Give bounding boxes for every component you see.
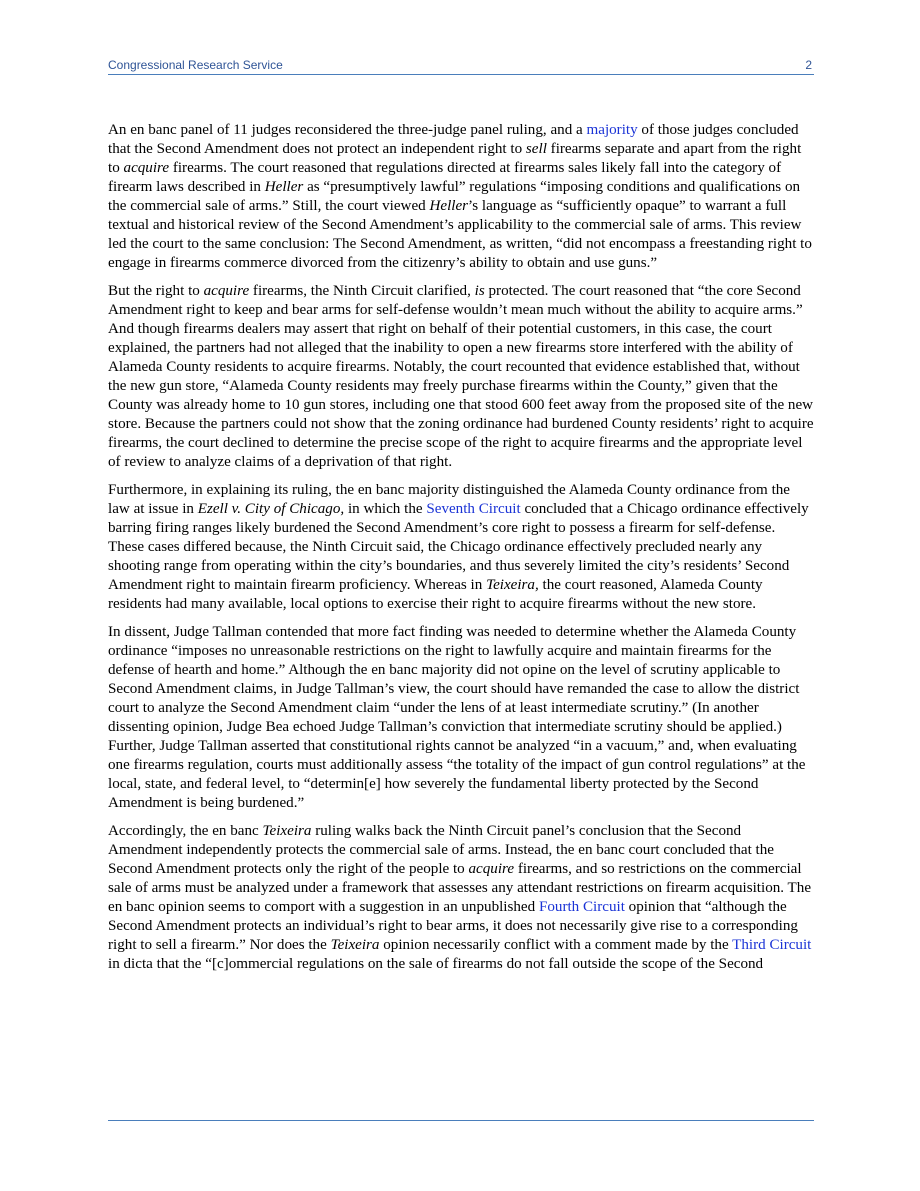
paragraph-4 [108,623,814,813]
italic-text: Heller [429,198,469,214]
text: Furthermore, in explaining its ruling, the en banc majority distinguished the Alameda County ordinance from the law at issue in [108,482,791,517]
italic-text: Teixeira [262,823,312,839]
italic-text: is [474,283,485,299]
fourth-circuit-link[interactable]: Fourth Circuit [538,899,625,915]
text: protected. The court reasoned that “the core Second Amendment right to keep and bear arms for self-defense wouldn’t mean much without the ability to acquire arms.” And though firearms dealers may assert that right on behalf of their potential customers, in this case, the court explained, the partners had not alleged that the inability to open a new firearms store interfered with the ability of Alameda County residents to acquire firearms. Notably, the court recounted that evidence established that, without the new gun store, “Alameda County residents may freely purchase firearms within the County,” given that the County was already home to 10 gun stores, including one that stood 600 feet away from the proposed site of the new store. Because the partners could not show that the zoning ordinance had burdened County residents’ right to acquire firearms, the court declined to determine the precise scope of the right to acquire firearms and the appropriate level of review to analyze claims of a deprivation of that right. [108,283,814,470]
seventh-circuit-link[interactable]: Seventh Circuit [426,501,521,517]
majority-link[interactable]: majority [586,122,638,138]
text: concluded that a Chicago ordinance effectively barring firing ranges likely burdened the Second Amendment’s core right to possess a firearm for self-defense. These cases differed because, the Ninth Circuit said, the Chicago ordinance effectively precluded nearly any shooting range from operating within the city’s boundaries, and thus severely limited the city’s residents’ Second Amendment right to maintain firearm proficiency. Whereas in [108,501,809,593]
text: ’s language as “sufficiently opaque” to warrant a full textual and historical review of the Second Amendment’s applicability to the commercial sale of arms. This review led the court to the same conclusion: The Second Amendment, as written, “did not encompass a freestanding right to engage in firearms commerce divorced from the citizenry’s ability to obtain and use guns.” [108,198,812,271]
text: But the right to [108,283,204,299]
paragraph-3 [108,481,814,614]
text: ruling walks back the Ninth Circuit panel’s conclusion that the Second Amendment independently protects the commercial sale of arms. Instead, the en banc court concluded that the Second Amendment protects only the right of the people to [108,823,774,877]
page-number: 2 [805,58,812,72]
text: firearms, the Ninth Circuit clarified, [249,283,475,299]
paragraph-5 [108,822,814,974]
italic-text: acquire [468,861,515,877]
footer-rule [108,1120,814,1121]
text: firearms, and so restrictions on the commercial sale of arms must be analyzed under a framework that assesses any attendant restrictions on firearm acquisition. The en banc opinion seems to comport with a suggestion in an unpublished [108,861,812,915]
text: in dicta that the “[c]ommercial regulations on the sale of firearms do not fall outside the scope of the Second [108,956,764,972]
text: the court reasoned, Alameda County residents had many available, local options to exercise their right to acquire firearms without the new store. [108,577,763,612]
text: opinion that “although the Second Amendment protects an individual’s right to bear arms, it does not necessarily give rise to a corresponding right to sell a firearm.” Nor does the [108,899,798,953]
text: An en banc panel of 11 judges reconsidered the three-judge panel ruling, and a [108,122,587,138]
italic-text: Teixeira, [486,577,539,593]
text: of those judges concluded that the Second Amendment does not protect an independent right to [108,122,799,157]
text: opinion necessarily conflict with a comment made by the [379,937,733,953]
running-header [108,57,814,75]
text: firearms separate and apart from the right to [108,141,802,176]
document-body [108,121,814,983]
italic-text: acquire [123,160,170,176]
text: firearms. The court reasoned that regulations directed at firearms sales likely fall into the category of firearm laws described in [108,160,782,195]
italic-text: Teixeira [330,937,380,953]
header-title: Congressional Research Service [108,58,283,72]
text: In dissent, Judge Tallman contended that more fact finding was needed to determine whether the Alameda County ordinance “imposes no unreasonable restrictions on the right to lawfully acquire and maintain firearms for the defense of hearth and home.” Although the en banc majority did not opine on the level of scrutiny applicable to Second Amendment claims, in Judge Tallman’s view, the court should have remanded the case to allow the district court to analyze the Second Amendment claim “under the lens of at least intermediate scrutiny.” (In another dissenting opinion, Judge Bea echoed Judge Tallman’s conviction that intermediate scrutiny should be applied.) Further, Judge Tallman asserted that constitutional rights cannot be analyzed “in a vacuum,” and, when evaluating one firearms regulation, courts must additionally assess “the totality of the impact of gun control regulations” at the local, state, and federal level, to “determin[e] how severely the fundamental liberty protected by the Second Amendment is being burdened.” [108,624,806,811]
italic-text: sell [525,141,547,157]
paragraph-2 [108,282,814,472]
italic-text: Heller [264,179,304,195]
text: Accordingly, the en banc [108,823,263,839]
text: in which the [344,501,427,517]
third-circuit-link[interactable]: Third Circuit [732,937,812,953]
italic-text: acquire [203,283,250,299]
text: as “presumptively lawful” regulations “imposing conditions and qualifications on the commercial sale of arms.” Still, the court viewed [108,179,801,214]
italic-text: Ezell v. City of Chicago, [197,501,345,517]
paragraph-1 [108,121,814,273]
